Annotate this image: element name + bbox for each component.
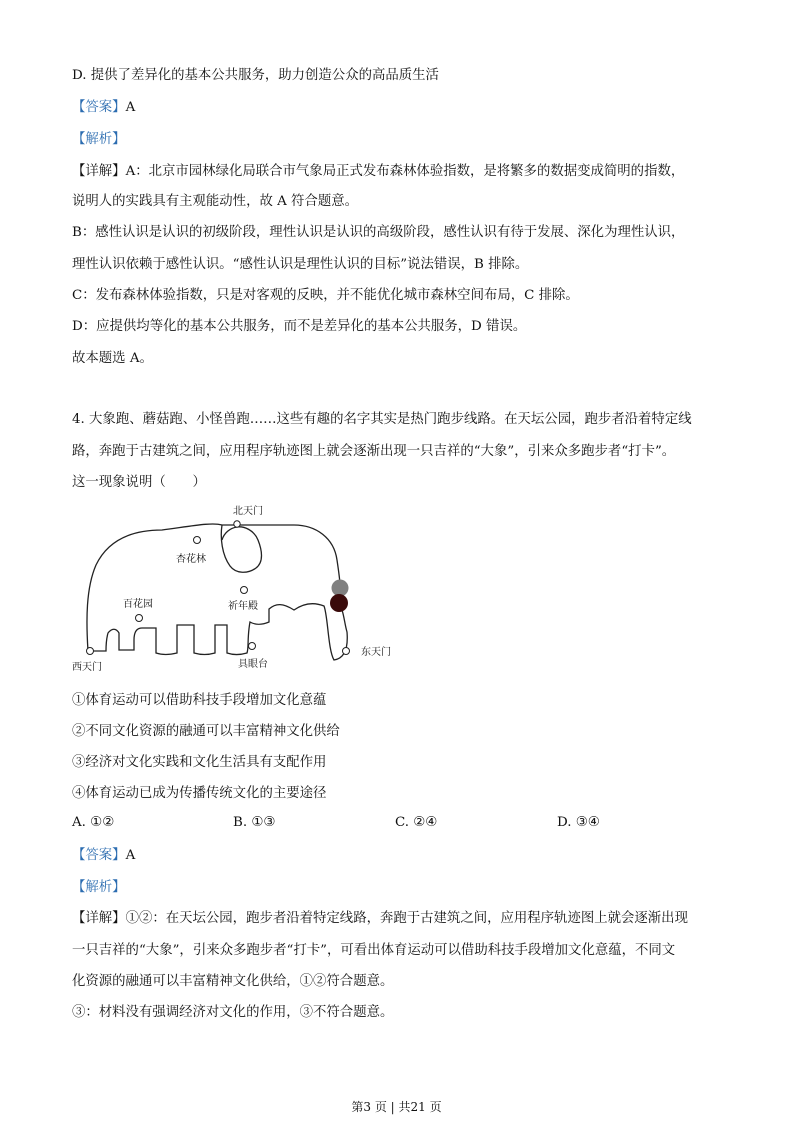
- map-point-juyantai: [249, 643, 256, 650]
- answer-value: A: [125, 100, 136, 115]
- q4-stem-line-2: 路，奔跑于古建筑之间，应用程序轨迹图上就会逐渐出现一只吉祥的“大象”，引来众多跑步者“打卡”。: [72, 444, 676, 459]
- answer-options: [72, 815, 712, 835]
- conclusion: 故本题选 A。: [72, 351, 153, 366]
- map-label-west-gate: 西天门: [72, 662, 102, 673]
- option-b: B. ①③: [233, 815, 276, 830]
- option-d: D. 提供了差异化的基本公共服务，助力创造公众的高品质生活: [72, 68, 439, 83]
- q4-answer-tag: 【答案】: [72, 848, 126, 863]
- map-label-hundred-flower-garden: 百花园: [123, 599, 153, 610]
- map-label-qinian-hall: 祈年殿: [228, 601, 258, 612]
- map-label-apricot-grove: 杏花林: [176, 554, 206, 565]
- detail-d: D：应提供均等化的基本公共服务，而不是差异化的基本公共服务，D 错误。: [72, 319, 527, 334]
- statement-3: ③经济对文化实践和文化生活具有支配作用: [72, 755, 327, 770]
- map-point-east-gate: [343, 648, 350, 655]
- detail-c: C：发布森林体验指数，只是对客观的反映，并不能优化城市森林空间布局，C 排除。: [72, 288, 579, 303]
- map-point-qinian-hall: [241, 587, 248, 594]
- answer-tag: 【答案】: [72, 100, 126, 115]
- detail-a-text: A：北京市园林绿化局联合市气象局正式发布森林体验指数，是将繁多的数据变成简明的指数，: [125, 164, 685, 179]
- q4-detail-text-1: ①②：在天坛公园，跑步者沿着特定线路，奔跑于古建筑之间，应用程序轨迹图上就会逐渐出现: [125, 911, 688, 926]
- option-c: C. ②④: [395, 815, 438, 830]
- answer-line: [72, 99, 135, 117]
- q4-detail-line-3: 化资源的融通可以丰富精神文化供给，①②符合题意。: [72, 974, 394, 989]
- running-route-path: [87, 524, 347, 660]
- q4-detail-line-4: ③：材料没有强调经济对文化的作用，③不符合题意。: [72, 1005, 394, 1020]
- elephant-eye-dark-marker: [330, 594, 348, 612]
- north-gate-loop: [221, 525, 261, 572]
- map-point-hundred-flower-garden: [136, 615, 143, 622]
- option-d-q4: D. ③④: [557, 815, 600, 830]
- elephant-eye-grey-marker: [332, 580, 349, 597]
- detail-a-line-1: [72, 163, 684, 181]
- option-a: A. ①②: [72, 815, 115, 830]
- map-label-juyantai: 具眼台: [238, 659, 268, 670]
- statement-4: ④体育运动已成为传播传统文化的主要途径: [72, 786, 327, 801]
- map-label-east-gate: 东天门: [361, 647, 391, 658]
- page-footer: 第3 页 | 共21 页: [351, 1100, 442, 1114]
- statement-1: ①体育运动可以借助科技手段增加文化意蕴: [72, 693, 327, 708]
- detail-a-line-2: 说明人的实践具有主观能动性，故 A 符合题意。: [72, 194, 358, 209]
- map-point-apricot-grove: [194, 537, 201, 544]
- map-label-north-gate: 北天门: [233, 506, 263, 517]
- map-point-north-gate: [234, 521, 240, 527]
- q4-analysis-tag: 【解析】: [72, 880, 126, 895]
- elephant-route-map: [72, 500, 412, 680]
- q4-detail-tag: 【详解】: [72, 911, 126, 926]
- analysis-tag: 【解析】: [72, 132, 126, 147]
- detail-tag: 【详解】: [72, 164, 126, 179]
- q4-answer-value: A: [125, 848, 136, 863]
- q4-answer-line: [72, 847, 135, 865]
- map-point-west-gate: [87, 648, 94, 655]
- detail-b-line-2: 理性认识依赖于感性认识。“感性认识是理性认识的目标”说法错误，B 排除。: [72, 257, 529, 272]
- statement-2: ②不同文化资源的融通可以丰富精神文化供给: [72, 724, 340, 739]
- q4-detail-line-1: [72, 910, 688, 928]
- q4-detail-line-2: 一只吉祥的“大象”，引来众多跑步者“打卡”，可看出体育运动可以借助科技手段增加文化意蕴，不同文: [72, 943, 676, 958]
- detail-b-line-1: B：感性认识是认识的初级阶段，理性认识是认识的高级阶段，感性认识有待于发展、深化为理性认识，: [72, 225, 685, 240]
- q4-stem-line-1: 4. 大象跑、蘑菇跑、小怪兽跑……这些有趣的名字其实是热门跑步线路。在天坛公园，跑步者沿着特定线: [72, 412, 692, 427]
- q4-stem-line-3: 这一现象说明（ ）: [72, 475, 206, 490]
